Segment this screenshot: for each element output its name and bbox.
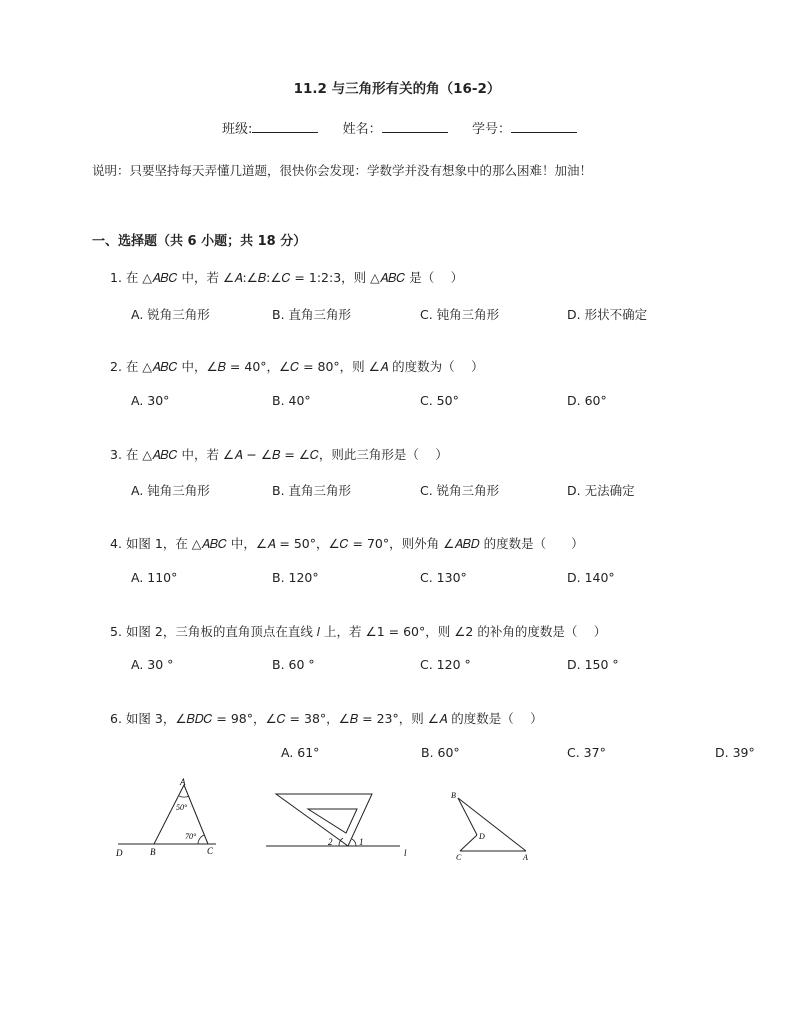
class-blank[interactable] <box>252 120 318 133</box>
q6-option-b[interactable]: B. 60° <box>421 745 460 760</box>
q2-option-d[interactable]: D. 60° <box>567 393 607 408</box>
q1-option-c[interactable]: C. 钝角三角形 <box>420 307 500 322</box>
name-label: 姓名： <box>342 122 382 137</box>
fig3-label-d: D <box>479 832 485 841</box>
fig3-label-a: A <box>523 853 528 862</box>
figure-1-triangle <box>112 776 224 862</box>
q3-option-b[interactable]: B. 直角三角形 <box>272 483 352 498</box>
q3-option-c[interactable]: C. 锐角三角形 <box>420 483 500 498</box>
figure-2-set-square <box>262 788 414 858</box>
student-info <box>222 118 577 137</box>
name-blank[interactable] <box>382 120 448 133</box>
q5-option-a[interactable]: A. 30 ° <box>131 657 174 672</box>
q5-option-b[interactable]: B. 60 ° <box>272 657 315 672</box>
question-4-stem: 4. 如图 1，在 △𝐴𝐵𝐶 中，∠𝐴 = 50°，∠𝐶 = 70°，则外角 ∠𝐴𝐵𝐷 的度数是（ ） <box>110 536 584 551</box>
section-heading: 一、选择题（共 6 小题；共 18 分） <box>92 234 307 249</box>
instruction-note: 说明：只要坚持每天弄懂几道题，很快你会发现：学数学并没有想象中的那么困难！加油！ <box>92 163 593 178</box>
number-blank[interactable] <box>511 120 577 133</box>
question-1-stem: 1. 在 △𝐴𝐵𝐶 中，若 ∠𝐴:∠𝐵:∠𝐶 = 1:2:3，则 △𝐴𝐵𝐶 是（ ） <box>110 270 464 285</box>
q2-option-b[interactable]: B. 40° <box>272 393 311 408</box>
fig1-angle-a-value: 50° <box>176 803 188 812</box>
fig2-label-1: 1 <box>359 837 364 847</box>
fig2-inner-triangle <box>308 809 357 833</box>
question-6-stem: 6. 如图 3，∠𝐵𝐷𝐶 = 98°，∠𝐶 = 38°，∠𝐵 = 23°，则 ∠𝐴 的度数是（ ） <box>110 711 543 726</box>
q1-option-a[interactable]: A. 锐角三角形 <box>131 307 210 322</box>
fig1-angle-c-arc <box>198 835 204 844</box>
question-2-stem: 2. 在 △𝐴𝐵𝐶 中，∠𝐵 = 40°，∠𝐶 = 80°，则 ∠𝐴 的度数为（ ） <box>110 359 484 374</box>
fig3-side-dc <box>460 835 477 851</box>
q4-option-a[interactable]: A. 110° <box>131 570 178 585</box>
q6-option-a[interactable]: A. 61° <box>281 745 320 760</box>
q3-option-a[interactable]: A. 钝角三角形 <box>131 483 210 498</box>
fig1-label-d: D <box>116 848 123 858</box>
question-3-stem: 3. 在 △𝐴𝐵𝐶 中，若 ∠𝐴 − ∠𝐵 = ∠𝐶，则此三角形是（ ） <box>110 447 448 462</box>
fig3-label-b: B <box>451 791 456 800</box>
q1-option-d[interactable]: D. 形状不确定 <box>567 307 648 322</box>
question-5-stem: 5. 如图 2，三角板的直角顶点在直线 𝑙 上，若 ∠1 = 60°，则 ∠2 的补角的度数是（ ） <box>110 624 607 639</box>
q5-option-c[interactable]: C. 120 ° <box>420 657 471 672</box>
q2-option-a[interactable]: A. 30° <box>131 393 170 408</box>
class-label: 班级: <box>222 122 253 137</box>
number-label: 学号： <box>471 122 511 137</box>
fig3-side-bd <box>458 798 477 835</box>
fig1-angle-c-value: 70° <box>185 832 197 841</box>
fig1-side-ab <box>154 785 184 844</box>
fig1-label-c: C <box>207 846 214 856</box>
q4-option-b[interactable]: B. 120° <box>272 570 319 585</box>
fig2-label-l: l <box>404 848 407 858</box>
q4-option-d[interactable]: D. 140° <box>567 570 615 585</box>
figure-3-quadrilateral <box>446 786 536 862</box>
fig2-label-2: 2 <box>328 837 333 847</box>
q1-option-b[interactable]: B. 直角三角形 <box>272 307 352 322</box>
q4-option-c[interactable]: C. 130° <box>420 570 467 585</box>
page-title: 11.2 与三角形有关的角（16-2） <box>293 81 501 97</box>
q2-option-c[interactable]: C. 50° <box>420 393 459 408</box>
fig2-angle-1-arc <box>352 839 356 846</box>
fig1-label-a: A <box>180 777 186 787</box>
fig1-label-b: B <box>150 847 156 857</box>
fig1-angle-a-arc <box>179 796 189 797</box>
fig2-outer-triangle <box>276 794 372 846</box>
fig3-label-c: C <box>456 853 462 862</box>
q5-option-d[interactable]: D. 150 ° <box>567 657 619 672</box>
q6-option-c[interactable]: C. 37° <box>567 745 606 760</box>
q6-option-d[interactable]: D. 39° <box>715 745 755 760</box>
q3-option-d[interactable]: D. 无法确定 <box>567 483 635 498</box>
